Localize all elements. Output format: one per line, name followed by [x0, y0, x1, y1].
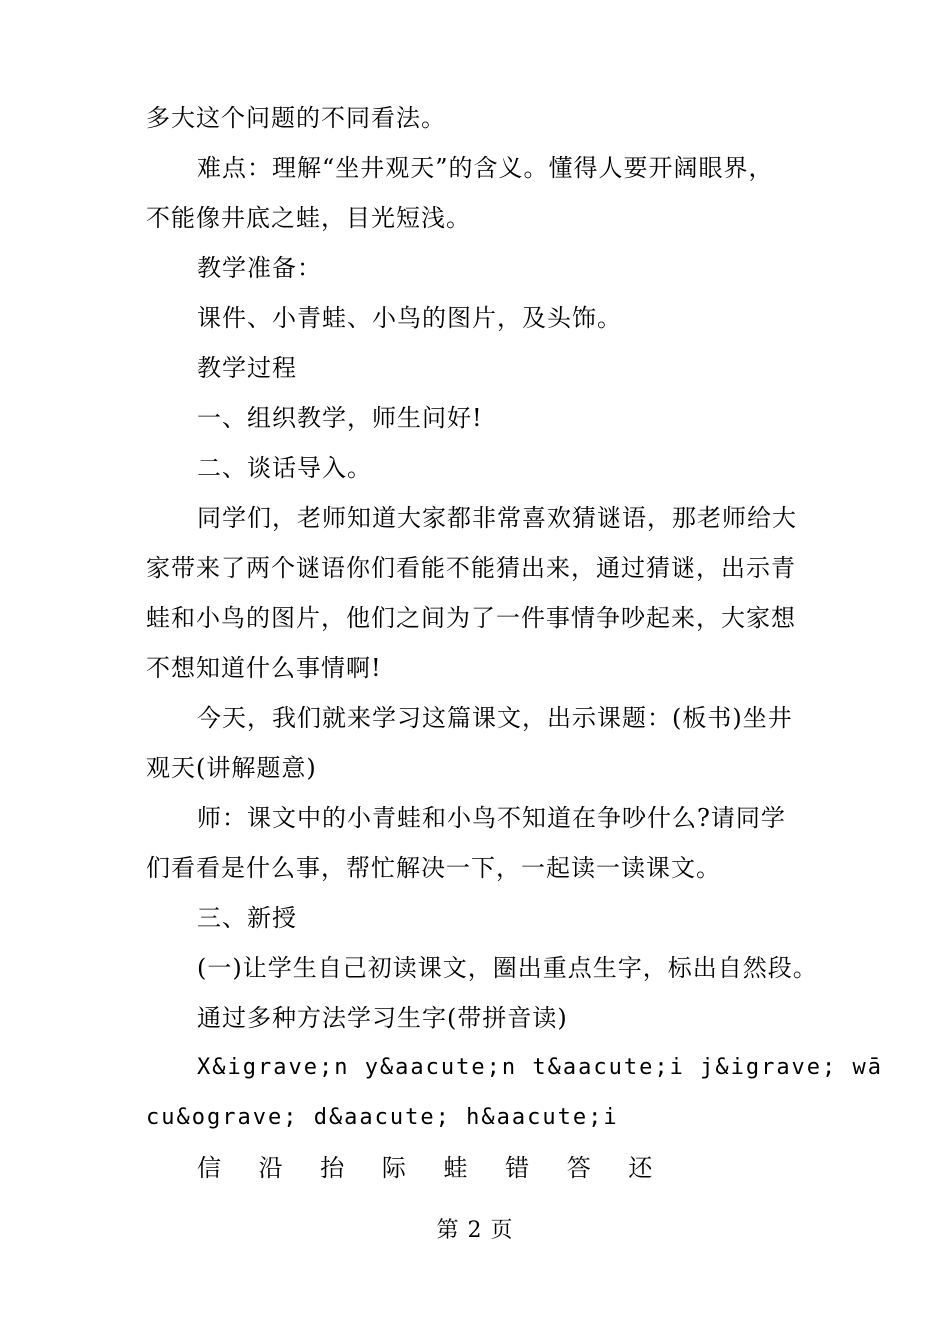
page-number: 第 2 页 [436, 1218, 514, 1243]
pinyin-line: X&igrave;n y&aacute;n t&aacute;i j&igrave; wā [197, 1055, 884, 1080]
text-line: 课件、小青蛙、小鸟的图片，及头饰。 [197, 304, 622, 332]
text-line: 通过多种方法学习生字(带拼音读) [197, 1004, 568, 1032]
text-line: 蛙和小鸟的图片，他们之间为了一件事情争吵起来，大家想 [146, 604, 796, 632]
text-line: 难点：理解“坐井观天”的含义。懂得人要开阔眼界， [197, 154, 774, 182]
section-heading: 三、新授 [197, 904, 297, 932]
text-line: 同学们，老师知道大家都非常喜欢猜谜语，那老师给大 [197, 504, 797, 532]
text-line: 不能像井底之蛙，目光短浅。 [146, 204, 471, 232]
text-line: 观天(讲解题意) [146, 754, 317, 782]
text-line: (一)让学生自己初读课文，圈出重点生字，标出自然段。 [197, 954, 818, 982]
pinyin-line: cu&ograve; d&aacute; h&aacute;i [146, 1105, 619, 1130]
text-line: 今天，我们就来学习这篇课文，出示课题：(板书)坐井 [197, 704, 793, 732]
section-heading: 一、组织教学，师生问好! [197, 404, 483, 432]
text-line: 多大这个问题的不同看法。 [146, 104, 446, 132]
section-heading: 教学准备： [197, 254, 322, 282]
section-heading: 教学过程 [197, 354, 297, 382]
section-heading: 二、谈话导入。 [197, 454, 372, 482]
text-line: 不想知道什么事情啊! [146, 654, 382, 682]
character-list: 信 沿 抬 际 蛙 错 答 还 [197, 1154, 668, 1182]
text-line: 师：课文中的小青蛙和小鸟不知道在争吵什么?请同学 [197, 804, 786, 832]
text-line: 家带来了两个谜语你们看能不能猜出来，通过猜谜，出示青 [146, 554, 796, 582]
text-line: 们看看是什么事，帮忙解决一下，一起读一读课文。 [146, 854, 721, 882]
